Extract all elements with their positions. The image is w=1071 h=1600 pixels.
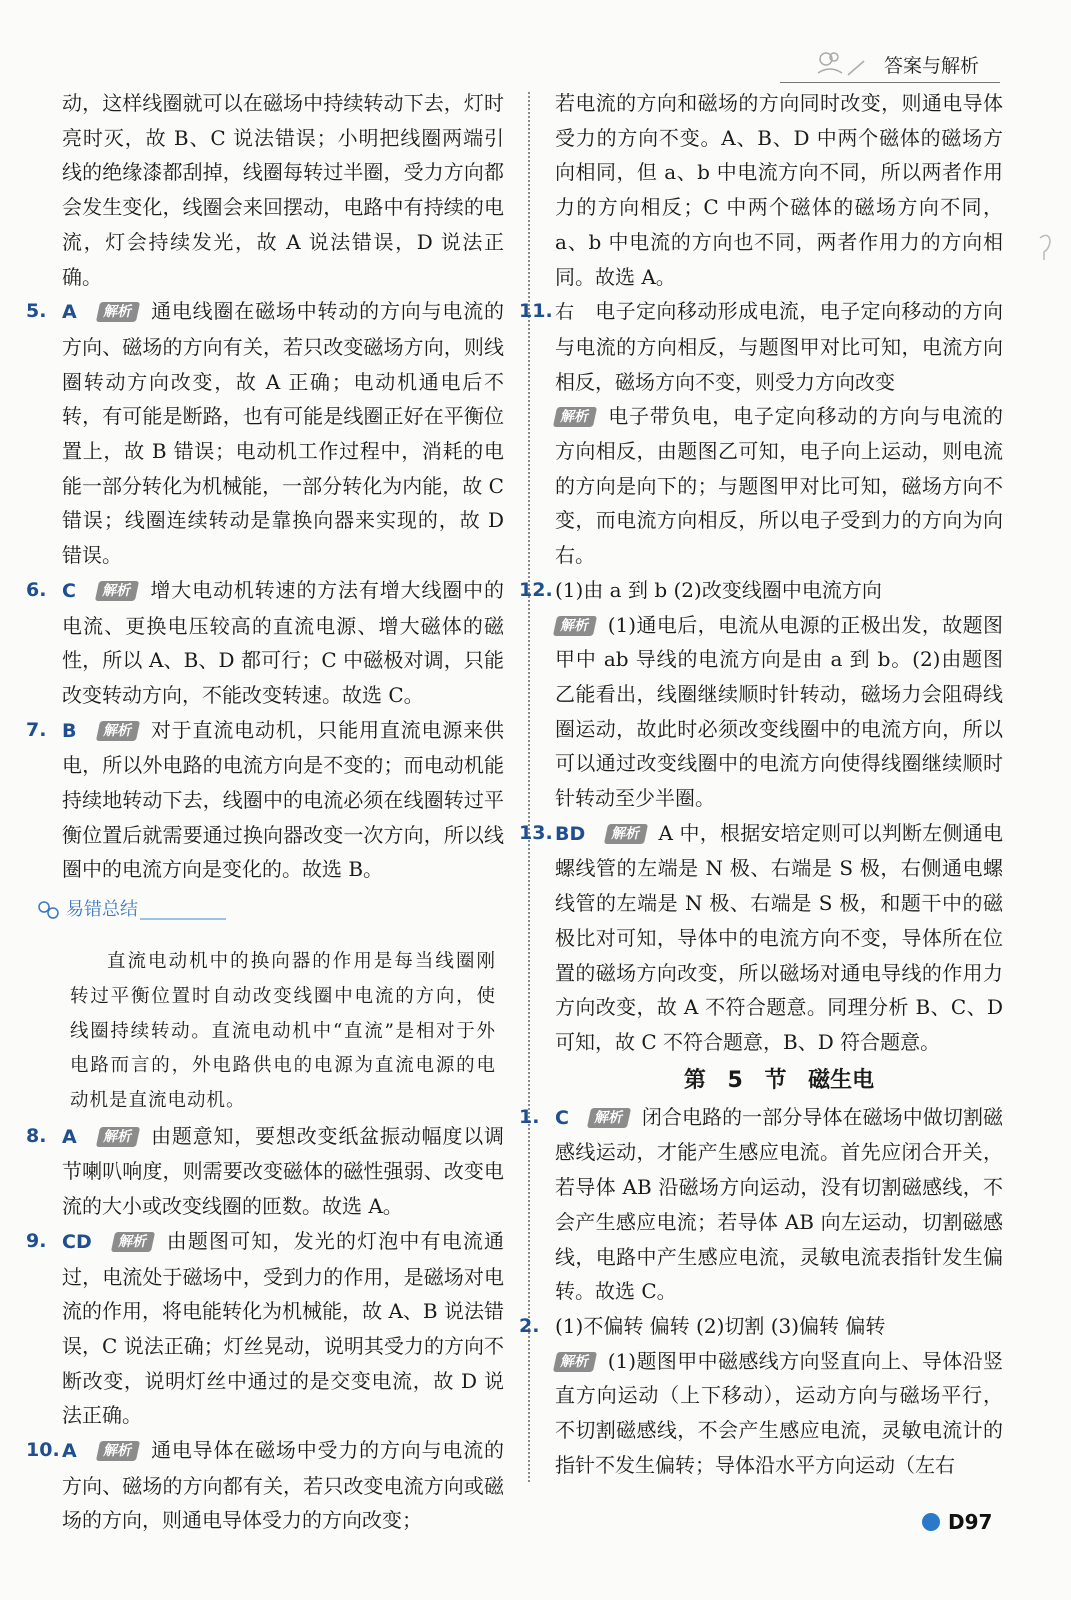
answer-item-8: [26, 1119, 505, 1224]
analysis-tag: 解析: [95, 581, 139, 601]
analysis-block: [555, 1344, 1003, 1483]
analysis-tag: 解析: [96, 1127, 140, 1147]
item-lead: (1)不偏转 偏转 (2)切割 (3)偏转 偏转: [555, 1313, 886, 1338]
item-text: 通电线圈在磁场中转动的方向与电流的方向、磁场的方向有关，若只改变磁场方向，则线圈转动方向改变，故 A 正确；电动机通电后不转，有可能是断路，也有可能是线圈正好在平衡位置上，故 B 错误；电动机工作过程中，消耗的电能一部分转化为机械能，一部分转化为内能，故 C 错误；线圈连续转动是靠换向器来实现的，故 D 错误。: [62, 299, 505, 568]
item-answer: A: [62, 1440, 77, 1463]
right-column: [519, 86, 1004, 1482]
analysis-tag: 解析: [553, 616, 597, 636]
section-title: 第 5 节 磁生电: [683, 1067, 875, 1093]
header-rule: [780, 82, 1000, 83]
margin-mark-icon: [1036, 230, 1058, 264]
summary-body: 直流电动机中的换向器的作用是每当线圈刚转过平衡位置时自动改变线圈中电流的方向，使线圈持续转动。直流电动机中“直流”是相对于外电路而言的，外电路供电的电源为直流电源的电动机是直流电动机。: [70, 951, 496, 1111]
item-answer: CD: [62, 1230, 92, 1253]
continued-paragraph: 动，这样线圈就可以在磁场中持续转动下去，灯时亮时灭，故 B、C 说法错误；小明把线圈两端引线的绝缘漆都刮掉，线圈每转过半圈，受力方向都会发生变化，线圈会来回摆动，电路中有持续的电流，灯会持续发光，故 A 说法错误，D 说法正确。: [62, 91, 504, 289]
summary-title: 易错总结: [66, 898, 138, 920]
item-number: 7.: [26, 718, 47, 741]
analysis-block: [555, 399, 1003, 573]
item-text: 增大电动机转速的方法有增大线圈中的电流、更换电压较高的直流电源、增大磁体的磁性，所以 A、B、D 都可行；C 中磁极对调，只能改变转动方向，不能改变转速。故选 C。: [62, 577, 505, 707]
item-number: 5.: [26, 300, 47, 323]
answer-item-5: [26, 294, 505, 573]
item-text: A 中，根据安培定则可以判断左侧通电螺线管的左端是 N 极、右端是 S 极，右侧通电螺线管的左端是 N 极、右端是 S 极，和题干中的磁极比对可知，导体中的电流方向不变，导体所在位置的磁场方向改变，所以磁场对通电导线的作用力方向改变，故 A 不符合题意。同理分析 B、C、D 可知，故 C 不符合题意，B、D 符合题意。: [555, 820, 1003, 1054]
item-number: 8.: [26, 1124, 47, 1147]
item-number: 13.: [519, 821, 553, 844]
analysis-tag: 解析: [111, 1232, 155, 1252]
analysis-block: [555, 608, 1003, 816]
analysis-tag: 解析: [96, 302, 140, 322]
left-column: [26, 86, 505, 1538]
analysis-tag: 解析: [553, 1352, 597, 1372]
analysis-tag: 解析: [587, 1108, 631, 1128]
item-text: 由题意知，要想改变纸盆振动幅度以调节喇叭响度，则需要改变磁体的磁性强弱、改变电流的大小或改变线圈的匝数。故选 A。: [62, 1123, 505, 1219]
item-answer: BD: [555, 822, 586, 845]
item-answer: C: [555, 1106, 569, 1129]
analysis-tag: 解析: [553, 407, 597, 427]
answer-item-13: [519, 816, 1003, 1060]
item-text: 闭合电路的一部分导体在磁场中做切割磁感线运动，才能产生感应电流。首先应闭合开关，若导体 AB 沿磁场方向运动，没有切割磁感线，不会产生感应电流；若导体 AB 向左运动，切割磁感线，电路中产生感应电流，灵敏电流表指针发生偏转。故选 C。: [555, 1104, 1004, 1304]
item-text: 对于直流电动机，只能用直流电源来供电，所以外电路的电流方向是不变的；而电动机能持续地转动下去，线圈中的电流必须在线圈转过平衡位置后就需要通过换向器改变一次方向，所以线圈中的电流方向是变化的。故选 B。: [62, 717, 505, 882]
item-text: (1)题图甲中磁感线方向竖直向上、导体沿竖直方向运动（上下移动），运动方向与磁场平行，不切割磁感线，不会产生感应电流，灵敏电流计的指针不发生偏转；导体沿水平方向运动（左右: [555, 1348, 1003, 1477]
item-answer: A: [62, 1125, 77, 1148]
item-answer: 右: [555, 301, 575, 324]
item-text: (1)通电后，电流从电源的正极出发，故题图甲中 ab 导线的电流方向是由 a 到 b。(2)由题图乙能看出，线圈继续顺时针转动，磁场力会阻碍线圈运动，故此时必须改变线圈中的电流方向，所以可以通过改变线圈中的电流方向使得线圈继续顺时针转动至少半圈。: [555, 612, 1003, 811]
answer-item-7: [26, 713, 505, 888]
answer-item-10: [26, 1433, 505, 1538]
summary-heading: [36, 893, 504, 927]
item-number: 12.: [519, 578, 553, 601]
answer-item-11: [519, 294, 1004, 573]
item-number: 6.: [26, 578, 47, 601]
item-lead: 电子定向移动形成电流，电子定向移动的方向与电流的方向相反，与题图甲对比可知，电流方向相反，磁场方向不变，则受力方向改变: [555, 299, 1004, 394]
summary-underline: [140, 900, 226, 920]
answer-item-1: [519, 1100, 1004, 1309]
item-answer: A: [62, 301, 77, 324]
item-number: 9.: [26, 1229, 47, 1252]
item-number: 11.: [519, 300, 553, 323]
item-lead: (1)由 a 到 b (2)改变线圈中电流方向: [555, 577, 882, 602]
page-number-text: D97: [948, 1510, 993, 1534]
answer-item-2: [519, 1309, 1003, 1483]
summary-icon: [36, 899, 62, 921]
answer-item-9: [26, 1224, 505, 1433]
header-decoration-icon: [812, 47, 870, 81]
item-text: 通电导体在磁场中受力的方向与电流的方向、磁场的方向都有关，若只改变电流方向或磁场的方向，则通电导体受力的方向改变；: [62, 1438, 505, 1533]
item-number: 10.: [26, 1439, 60, 1462]
item-text: 电子带负电，电子定向移动的方向与电流的方向相反，由题图乙可知，电子向上运动，则电流的方向是向下的；与题图甲对比可知，磁场方向不变，而电流方向相反，所以电子受到力的方向为向右。: [555, 404, 1004, 568]
page-dot-icon: [922, 1513, 940, 1531]
item-answer: B: [62, 719, 77, 742]
page-number: [922, 1510, 992, 1534]
header-title: 答案与解析: [883, 54, 979, 77]
continued-paragraph: 若电流的方向和磁场的方向同时改变，则通电导体受力的方向不变。A、B、D 中两个磁体的磁场方向相同，但 a、b 中电流方向不同，所以两者作用力的方向相反；C 中两个磁体的磁场方向不同，a、b 中电流的方向也不同，两者作用力的方向相同。故选 A。: [555, 91, 1003, 289]
item-text: 由题图可知，发光的灯泡中有电流通过，电流处于磁场中，受到力的作用，是磁场对电流的作用，将电能转化为机械能，故 A、B 说法错误，C 说法正确；灯丝晃动，说明其受力的方向不断改变，说明灯丝中通过的是交变电流，故 D 说法正确。: [62, 1228, 505, 1428]
analysis-tag: 解析: [96, 1441, 140, 1461]
page-header: [812, 46, 979, 82]
analysis-tag: 解析: [96, 721, 140, 741]
item-answer: C: [62, 579, 76, 602]
analysis-tag: 解析: [604, 824, 648, 844]
item-number: 2.: [519, 1314, 540, 1337]
item-number: 1.: [519, 1105, 540, 1128]
answer-item-6: [26, 573, 505, 713]
answer-item-12: [519, 573, 1003, 816]
